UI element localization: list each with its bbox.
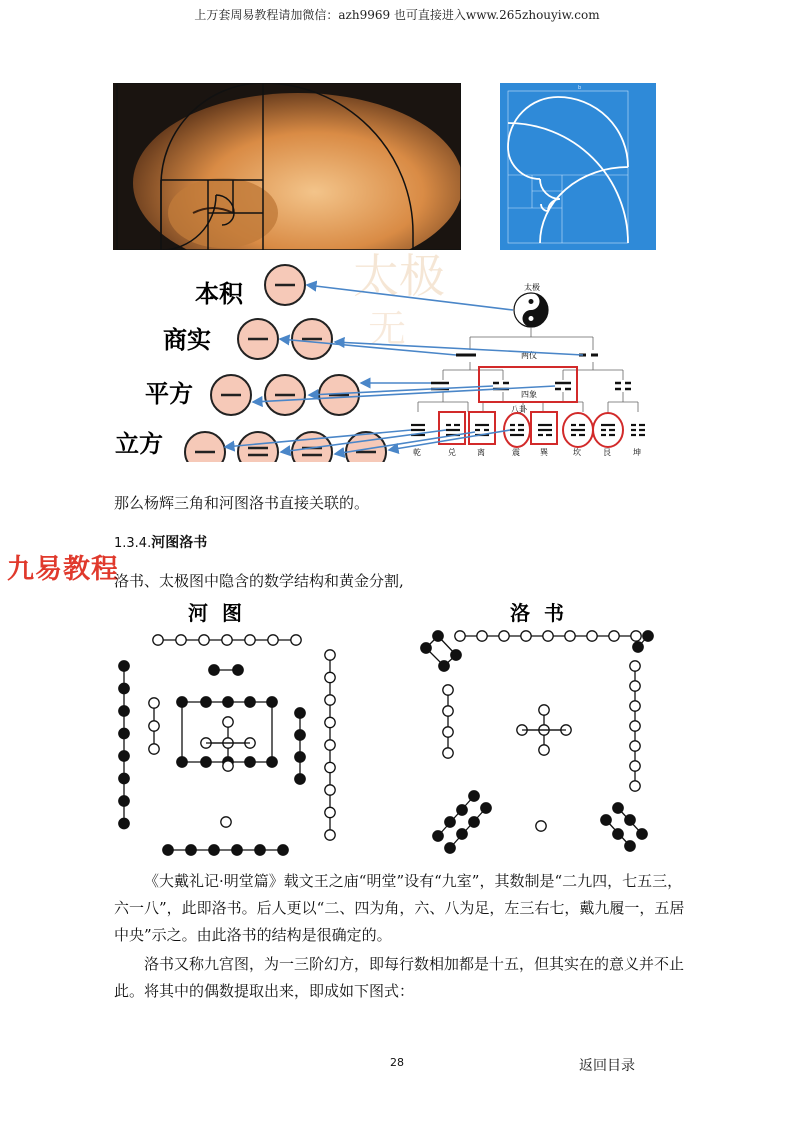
- taiji-label: 太极: [524, 283, 540, 292]
- yang-dot: [176, 635, 186, 645]
- yin-dot: [295, 730, 305, 740]
- hetu-luoshu-diagram: [110, 600, 670, 862]
- yang-dot: [245, 635, 255, 645]
- paragraph-mingtang: 《大戴礼记·明堂篇》载文王之庙“明堂”设有“九室”，其数制是“二九四，七五三，六一八”，此即洛书。后人更以“二、四为角，六、八为足，左三右七，戴九履一，五居中央”示之。由此洛书的结构是很确定的。: [114, 872, 685, 944]
- svg-text:b: b: [578, 85, 582, 91]
- yang-dot: [630, 701, 640, 711]
- yang-dot: [630, 781, 640, 791]
- yin-dot: [469, 791, 479, 801]
- yang-dot: [325, 740, 335, 750]
- taiji-icon: [514, 293, 548, 327]
- dot-connector: [182, 702, 272, 762]
- liangyi-label: 两仪: [521, 351, 537, 360]
- yang-dot: [443, 685, 453, 695]
- yang-dot: [149, 721, 159, 731]
- yin-dot: [119, 683, 129, 693]
- page-number: 28: [390, 1056, 404, 1069]
- section-heading: [114, 532, 207, 552]
- yin-dot: [637, 829, 647, 839]
- yang-dot: [223, 761, 233, 771]
- yang-dot: [499, 631, 509, 641]
- yin-dot: [119, 661, 129, 671]
- yang-dot: [587, 631, 597, 641]
- yin-dot: [267, 697, 277, 707]
- yang-dot: [539, 745, 549, 755]
- svg-text:巽: 巽: [540, 448, 548, 457]
- svg-text:乾: 乾: [413, 448, 421, 457]
- yang-dot: [221, 817, 231, 827]
- hetu-title: 河图: [188, 601, 256, 625]
- yang-dot: [521, 631, 531, 641]
- yin-dot: [245, 697, 255, 707]
- yin-dot: [232, 845, 242, 855]
- label-benji: 本积: [195, 279, 243, 308]
- yin-dot: [643, 631, 653, 641]
- yin-dot: [119, 796, 129, 806]
- yin-dot: [439, 661, 449, 671]
- yang-dot: [223, 717, 233, 727]
- section-title: 河图洛书: [151, 535, 208, 551]
- yin-dot: [421, 643, 431, 653]
- yang-dot: [325, 830, 335, 840]
- yin-dot: [295, 752, 305, 762]
- yang-dot: [149, 698, 159, 708]
- yang-dot: [609, 631, 619, 641]
- yin-dot: [481, 803, 491, 813]
- yin-dot: [186, 845, 196, 855]
- yang-dot: [325, 807, 335, 817]
- yin-dot: [119, 706, 129, 716]
- yin-dot: [267, 757, 277, 767]
- yang-dot: [291, 635, 301, 645]
- yin-dot: [201, 697, 211, 707]
- paragraph-luoshu-intro: 洛书、太极图中隐含的数学结构和黄金分割,: [114, 572, 404, 590]
- yang-dot: [325, 650, 335, 660]
- yin-dot: [255, 845, 265, 855]
- yin-dot: [295, 774, 305, 784]
- svg-text:兑: 兑: [448, 448, 456, 457]
- paragraph-jiugong: 洛书又称九宫图，为一三阶幻方，即每行数相加都是十五，但其实在的意义并不止此。将其中的偶数提取出来，即成如下图式：: [114, 955, 685, 1000]
- label-pingfang: 平方: [145, 379, 193, 408]
- yin-dot: [633, 642, 643, 652]
- yin-dot: [233, 665, 243, 675]
- svg-text:离: 离: [477, 448, 485, 457]
- yang-dot: [477, 631, 487, 641]
- yang-dot: [543, 631, 553, 641]
- yang-dot: [149, 744, 159, 754]
- yin-dot: [209, 665, 219, 675]
- yin-dot: [433, 831, 443, 841]
- yang-dot: [630, 741, 640, 751]
- yang-dot: [325, 785, 335, 795]
- watermark-logo: 九易教程: [7, 554, 119, 585]
- yang-dot: [325, 762, 335, 772]
- luoshu-title: 洛书: [510, 601, 578, 625]
- yang-dot: [199, 635, 209, 645]
- yin-dot: [278, 845, 288, 855]
- yang-dot: [565, 631, 575, 641]
- yang-dot: [455, 631, 465, 641]
- svg-text:太极: 太极: [353, 252, 445, 303]
- yin-dot: [209, 845, 219, 855]
- yin-dot: [613, 829, 623, 839]
- yin-dot: [457, 805, 467, 815]
- yang-dot: [536, 821, 546, 831]
- yin-dot: [245, 757, 255, 767]
- yang-dot: [153, 635, 163, 645]
- yin-dot: [223, 697, 233, 707]
- yang-dot: [539, 705, 549, 715]
- svg-text:无: 无: [368, 307, 407, 351]
- yin-dot: [445, 843, 455, 853]
- yin-dot: [177, 697, 187, 707]
- label-shangshi: 商实: [163, 325, 211, 354]
- yin-dot: [469, 817, 479, 827]
- yanghui-triangle-bagua-diagram: [113, 252, 656, 462]
- yin-dot: [119, 751, 129, 761]
- svg-text:艮: 艮: [603, 448, 611, 457]
- yang-dot: [631, 631, 641, 641]
- section-number: 1.3.4.: [114, 536, 152, 551]
- yang-dot: [443, 748, 453, 758]
- yang-dot: [443, 727, 453, 737]
- svg-text:震: 震: [512, 448, 520, 457]
- dot-connector: [438, 636, 456, 655]
- yin-dot: [119, 728, 129, 738]
- yin-dot: [119, 773, 129, 783]
- yang-dot: [443, 706, 453, 716]
- yang-dot: [268, 635, 278, 645]
- back-to-contents-link[interactable]: 返回目录: [579, 1058, 635, 1074]
- yang-dot: [325, 672, 335, 682]
- yin-dot: [177, 757, 187, 767]
- page-header: 上万套周易教程请加微信：azh9969 也可直接进入www.265zhouyiw.com: [194, 8, 600, 22]
- yang-dot: [630, 681, 640, 691]
- yang-dot: [325, 717, 335, 727]
- yang-dot: [325, 695, 335, 705]
- bagua-label: 八卦: [511, 405, 527, 414]
- golden-spiral-diagram: [500, 83, 656, 250]
- sixiang-label: 四象: [521, 390, 537, 399]
- svg-text:坎: 坎: [573, 448, 581, 457]
- svg-text:坤: 坤: [633, 448, 641, 457]
- yin-dot: [601, 815, 611, 825]
- dot-connector: [450, 808, 486, 848]
- yin-dot: [201, 757, 211, 767]
- yang-dot: [630, 761, 640, 771]
- paragraph-yanghui: 那么杨辉三角和河图洛书直接关联的。: [114, 494, 370, 512]
- yang-dot: [630, 661, 640, 671]
- yin-dot: [119, 818, 129, 828]
- yin-dot: [457, 829, 467, 839]
- cat-golden-spiral-photo: [113, 83, 461, 250]
- yin-dot: [625, 815, 635, 825]
- yang-dot: [222, 635, 232, 645]
- yin-dot: [295, 708, 305, 718]
- yin-dot: [625, 841, 635, 851]
- yin-dot: [613, 803, 623, 813]
- label-lifang: 立方: [115, 429, 163, 458]
- dot-connector: [438, 796, 474, 836]
- yang-dot: [630, 721, 640, 731]
- yin-dot: [163, 845, 173, 855]
- yin-dot: [445, 817, 455, 827]
